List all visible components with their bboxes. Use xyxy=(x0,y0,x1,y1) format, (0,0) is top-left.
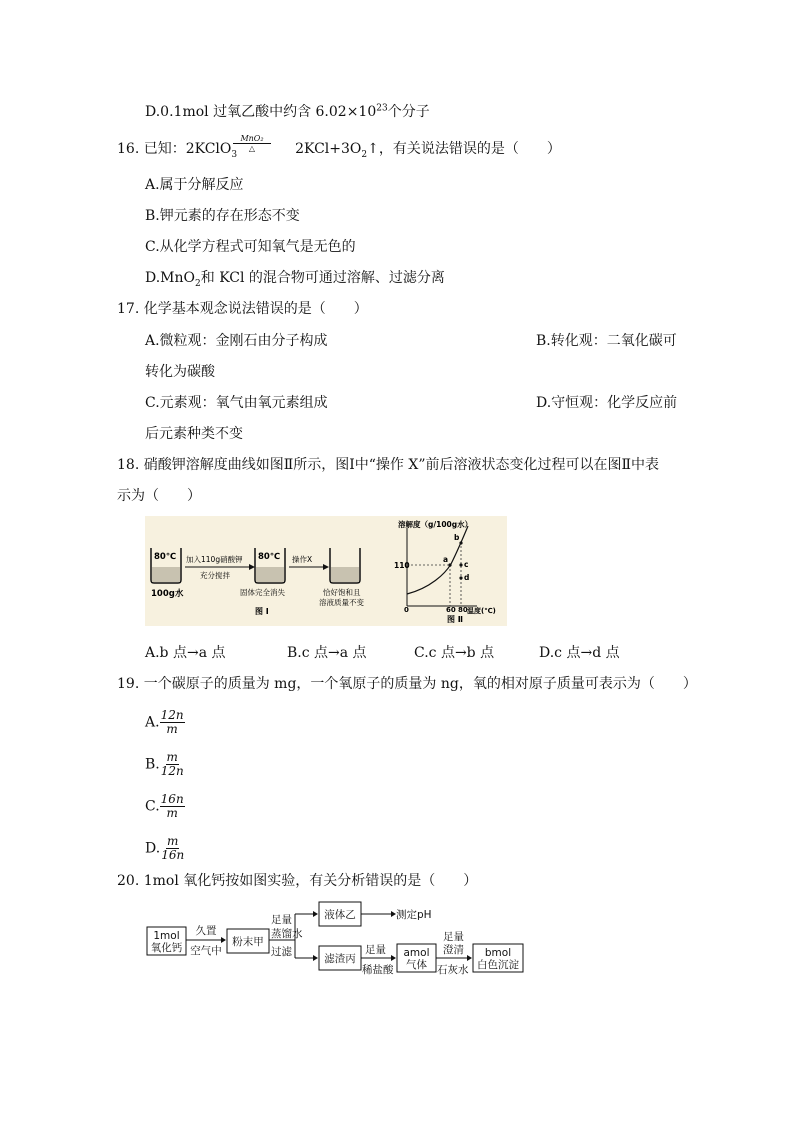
fig2-label-a: a xyxy=(443,555,449,564)
q19-option-d: D. $\frac{m}{16n}$ xyxy=(145,834,185,862)
flow-arrow5-line1: 足量 xyxy=(443,931,464,943)
fig2-xlabel: 温度(℃) xyxy=(467,607,496,615)
q16-option-c: C.从化学方程式可知氧气是无色的 xyxy=(145,239,356,255)
q20-flowchart xyxy=(145,900,530,978)
flow-box4-label: 滤渣丙 xyxy=(324,953,356,965)
q18-option-d: D.c 点→d 点 xyxy=(539,645,620,661)
flow-arrow-1-head xyxy=(221,937,226,943)
q17-option-a: A.微粒观：金刚石由分子构成 xyxy=(145,333,328,349)
q18-stem-line2: 示为（ ） xyxy=(117,488,201,504)
q18-option-b: B.c 点→a 点 xyxy=(287,645,367,661)
beaker-1-temp: 80℃ xyxy=(154,552,177,562)
q19-option-c-fraction: $\frac{16n}{m}$ xyxy=(160,792,184,820)
q16-option-b: B.钾元素的存在形态不变 xyxy=(145,208,300,224)
fig2-label-b: b xyxy=(454,533,460,542)
beaker-2-label: 固体完全消失 xyxy=(240,588,285,597)
beaker-3-label-1: 恰好饱和且 xyxy=(323,588,361,597)
flow-box2-label: 粉末甲 xyxy=(232,936,264,948)
fig2-y-tick: 110 xyxy=(394,561,410,570)
beaker-1-label: 100g水 xyxy=(151,589,184,599)
fig2-label-c: c xyxy=(464,560,469,569)
q19-option-c: C. $\frac{16n}{m}$ xyxy=(145,792,184,820)
q17-option-d-line1: D.守恒观：化学反应前 xyxy=(536,395,678,411)
fig2-ylabel: 溶解度（g/100g水） xyxy=(398,520,473,529)
fig2-point-c xyxy=(459,563,462,566)
arrow-1-bottom: 充分搅拌 xyxy=(200,571,230,580)
fig2-point-b xyxy=(459,541,462,544)
q15-option-d: D.0.1mol 过氧乙酸中约含 $6.02\times 10^{23}$个分子 xyxy=(145,103,430,120)
flow-box1-line1: 1mol xyxy=(153,930,180,942)
flow-branch-line2: 蒸馏水 xyxy=(271,928,303,940)
fig2-label-d: d xyxy=(464,573,470,582)
flow-arrow1-bottom: 空气中 xyxy=(190,945,222,957)
flow-box5-line1: amol xyxy=(403,947,430,959)
q16-stem: 16. 已知：2KClO$_3$ $2KCl+3O_2↑$，有关说法错误的是（ ） xyxy=(117,141,561,160)
flow-arrow5-line2: 澄清 xyxy=(443,944,464,956)
flow-box6-line1: bmol xyxy=(484,947,512,959)
q20-stem: 20. 1mol 氧化钙按如图实验，有关分析错误的是（ ） xyxy=(117,873,478,889)
flow-branch-line1: 足量 xyxy=(271,914,292,926)
flow-box1-line2: 氧化钙 xyxy=(150,942,183,954)
fig2-x-tick-2: 80 xyxy=(458,606,468,614)
q19-stem: 19. 一个碳原子的质量为 mg，一个氧原子的质量为 ng，氧的相对原子质量可表示为（ ） xyxy=(117,676,697,692)
q16-option-d: D.MnO$_2$和 KCl 的混合物可通过溶解、过滤分离 xyxy=(145,270,445,289)
arrow-1-head xyxy=(249,564,255,570)
flow-arrow1-top: 久置 xyxy=(195,925,217,937)
q17-stem: 17. 化学基本观念说法错误的是（ ） xyxy=(117,301,368,317)
q18-figure xyxy=(145,516,507,626)
flow-branch-down-head xyxy=(313,955,318,961)
q18-option-c: C.c 点→b 点 xyxy=(414,645,495,661)
figure-2-caption: 图 Ⅱ xyxy=(447,615,464,624)
flow-arrow-4-head xyxy=(391,955,396,961)
q17-option-b-line1: B.转化观：二氧化碳可 xyxy=(536,333,677,349)
flow-arrow-5-head xyxy=(467,955,472,961)
fig2-x-tick-1: 60 xyxy=(446,606,456,614)
fig2-point-d xyxy=(459,576,462,579)
beaker-2-temp: 80℃ xyxy=(258,552,281,562)
q18-figure-svg xyxy=(145,516,507,626)
flow-branch-line3: 过滤 xyxy=(271,946,292,958)
beaker-3-label-2: 溶液质量不变 xyxy=(319,598,364,607)
q19-option-b: B. $\frac{m}{12n}$ xyxy=(145,750,184,778)
q19-option-a: A. $\frac{12n}{m}$ xyxy=(145,708,184,736)
q17-option-b-line2: 转化为碳酸 xyxy=(145,364,215,380)
flow-box5-line2: 气体 xyxy=(406,959,427,971)
q17-option-d-line2: 后元素种类不变 xyxy=(145,426,243,442)
beaker-3 xyxy=(330,548,360,583)
flow-arrow3-label: 测定pH xyxy=(396,909,432,921)
fig2-origin: 0 xyxy=(404,606,409,614)
flow-arrow4-top: 足量 xyxy=(365,944,386,956)
flow-arrow5-line3: 石灰水 xyxy=(437,964,469,976)
q18-option-a: A.b 点→a 点 xyxy=(145,645,226,661)
q20-flowchart-svg xyxy=(145,900,530,978)
q18-stem-line1: 18. 硝酸钾溶解度曲线如图Ⅱ所示，图Ⅰ中“操作 X”前后溶液状态变化过程可以在图Ⅱ中表 xyxy=(117,457,660,473)
arrow-2-head xyxy=(323,564,329,570)
flow-branch-up-head xyxy=(313,911,318,917)
figure-1-caption: 图 Ⅰ xyxy=(255,607,269,616)
flow-arrow4-bottom: 稀盐酸 xyxy=(362,964,394,976)
q19-option-a-fraction: $\frac{12n}{m}$ xyxy=(160,708,184,736)
q16-catalyst-condition: MnO₂ △ xyxy=(233,134,271,153)
flow-box6-line2: 白色沉淀 xyxy=(477,959,519,971)
fig2-point-a xyxy=(448,563,451,566)
q16-option-a: A.属于分解反应 xyxy=(145,177,244,193)
arrow-2-top: 操作X xyxy=(292,555,313,564)
flow-box3-label: 液体乙 xyxy=(324,909,356,921)
q17-option-c: C.元素观：氧气由氧元素组成 xyxy=(145,395,328,411)
arrow-1-top: 加入110g硝酸钾 xyxy=(186,555,243,564)
q19-option-d-fraction: $\frac{m}{16n}$ xyxy=(161,834,185,862)
q19-option-b-fraction: $\frac{m}{12n}$ xyxy=(160,750,184,778)
